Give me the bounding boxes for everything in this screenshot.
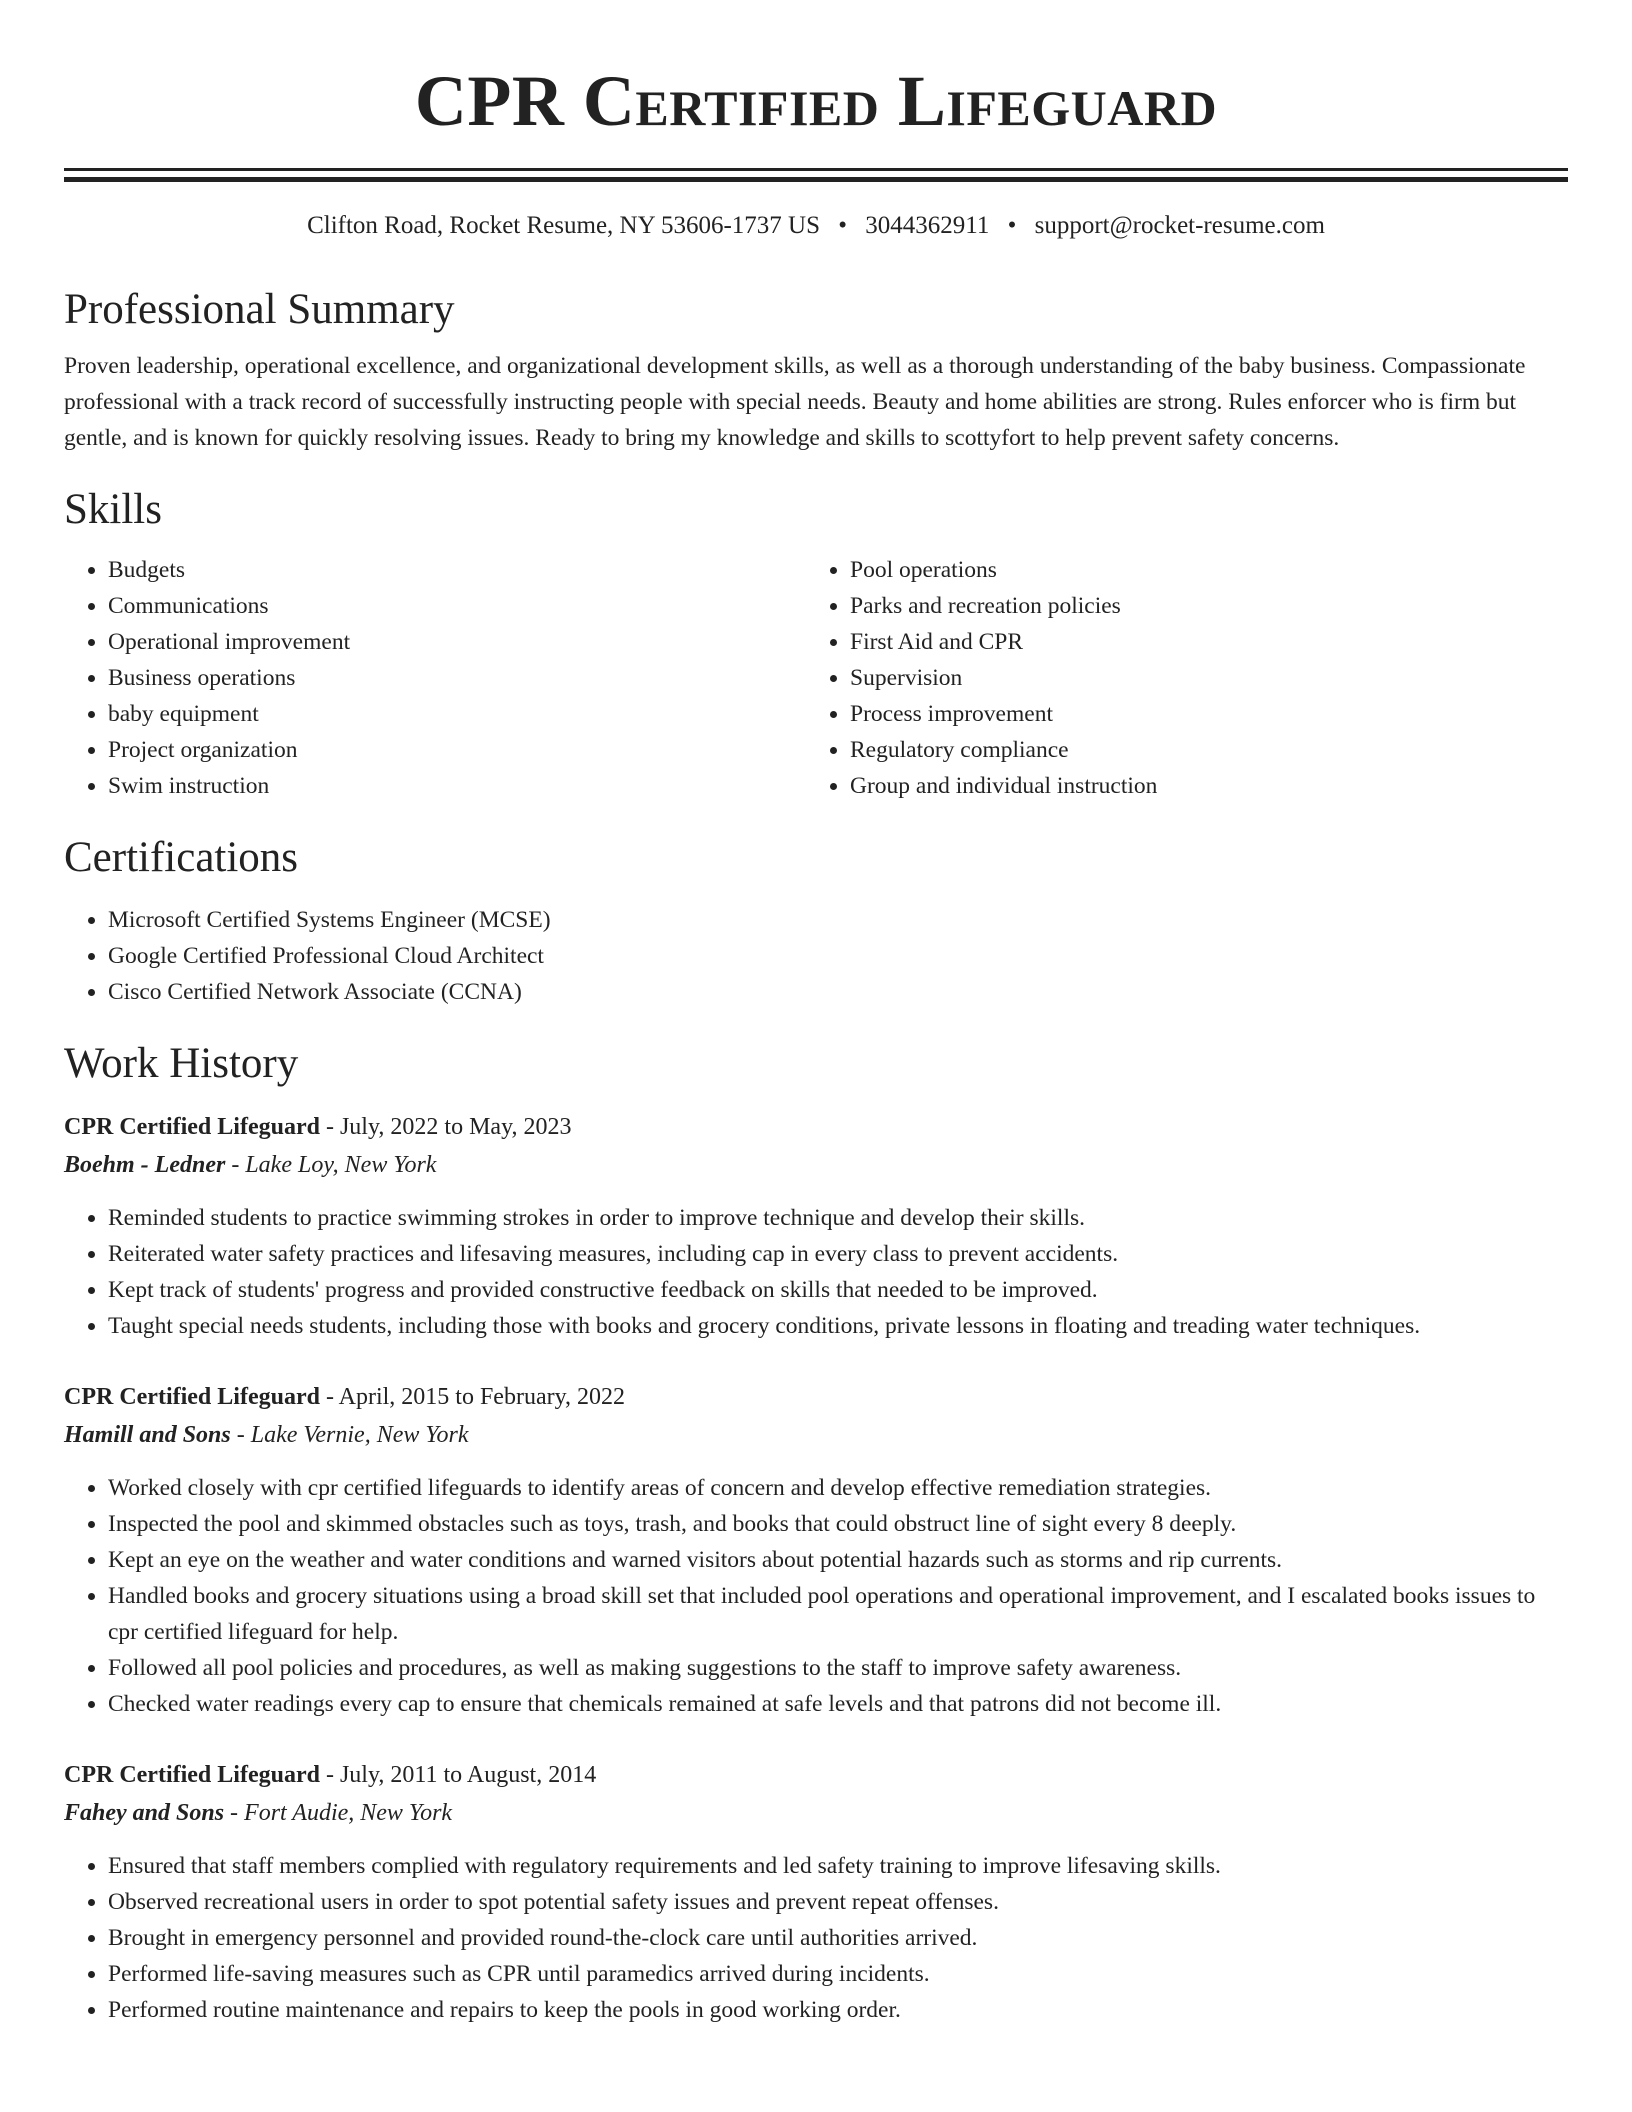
job-dash: - bbox=[224, 1800, 245, 1826]
job-dash: - bbox=[230, 1422, 251, 1448]
work-history-heading: Work History bbox=[64, 1040, 299, 1087]
certifications-list bbox=[64, 902, 1568, 1010]
certification-item: • Cisco Certified Network Associate (CCNA) bbox=[108, 974, 1568, 1010]
job-bullet: • Performed life-saving measures such as CPR until paramedics arrived during incidents. bbox=[108, 1956, 1568, 1992]
job-dash: - bbox=[319, 1384, 339, 1410]
job-title-line bbox=[64, 1378, 1568, 1416]
job-company: Hamill and Sons bbox=[64, 1422, 231, 1448]
resume-page bbox=[64, 0, 1568, 2028]
summary-section bbox=[64, 284, 1568, 456]
job-bullets bbox=[64, 1848, 1568, 2028]
work-history-section bbox=[64, 1038, 1568, 2028]
job-title-line bbox=[64, 1108, 1568, 1146]
skill-item: • Process improvement bbox=[850, 696, 1548, 732]
skill-item: • Supervision bbox=[850, 660, 1548, 696]
job-company-line bbox=[64, 1794, 1568, 1832]
job-dash: - bbox=[225, 1152, 246, 1178]
summary-text: Proven leadership, operational excellence, and organizational development skills, as well as a thorough understanding of the baby business. Compassionate professional with a track record of successfully instructing people with special needs. Beauty and home abilities are strong. Rules enforcer who is firm but gentle, and is known for quickly resolving issues. Ready to bring my knowledge and skills to scottyfort to help prevent safety concerns. bbox=[64, 353, 1526, 451]
job-title: CPR Certified Lifeguard bbox=[64, 1114, 320, 1140]
job-location: Lake Loy, New York bbox=[245, 1152, 437, 1178]
job-entry bbox=[64, 1756, 1568, 2028]
skills-column-right bbox=[806, 552, 1548, 804]
contact-phone: 3044362911 bbox=[865, 212, 990, 239]
job-company: Boehm - Ledner bbox=[64, 1152, 226, 1178]
job-entry bbox=[64, 1378, 1568, 1722]
job-dates: July, 2022 to May, 2023 bbox=[339, 1114, 572, 1140]
skill-item: • Pool operations bbox=[850, 552, 1548, 588]
skills-column-left bbox=[64, 552, 806, 804]
job-bullets bbox=[64, 1200, 1568, 1344]
job-bullet: • Performed routine maintenance and repairs to keep the pools in good working order. bbox=[108, 1992, 1568, 2028]
job-bullet: • Ensured that staff members complied with regulatory requirements and led safety training to improve lifesaving skills. bbox=[108, 1848, 1568, 1884]
job-title: CPR Certified Lifeguard bbox=[64, 1384, 320, 1410]
summary-heading: Professional Summary bbox=[64, 286, 455, 333]
header-rule-top bbox=[64, 168, 1568, 171]
job-bullet: • Kept track of students' progress and provided constructive feedback on skills that needed to be improved. bbox=[108, 1272, 1568, 1308]
contact-address: Clifton Road, Rocket Resume, NY 53606-1737 US bbox=[307, 212, 821, 239]
job-bullet: • Taught special needs students, including those with books and grocery conditions, private lessons in floating and treading water techniques. bbox=[108, 1308, 1568, 1344]
job-bullet: • Kept an eye on the weather and water conditions and warned visitors about potential hazards such as storms and rip currents. bbox=[108, 1542, 1568, 1578]
job-location: Lake Vernie, New York bbox=[250, 1422, 469, 1448]
skills-heading: Skills bbox=[64, 486, 162, 533]
job-bullet: • Reminded students to practice swimming strokes in order to improve technique and develop their skills. bbox=[108, 1200, 1568, 1236]
skills-grid bbox=[64, 552, 1568, 804]
job-dates: April, 2015 to February, 2022 bbox=[338, 1384, 626, 1410]
skill-item: • First Aid and CPR bbox=[850, 624, 1548, 660]
job-location: Fort Audie, New York bbox=[244, 1800, 453, 1826]
skill-item: • Business operations bbox=[108, 660, 806, 696]
job-dash: - bbox=[319, 1762, 340, 1788]
job-dash: - bbox=[319, 1114, 340, 1140]
job-bullet: • Inspected the pool and skimmed obstacles such as toys, trash, and books that could obstruct line of sight every 8 deeply. bbox=[108, 1506, 1568, 1542]
job-bullet: • Followed all pool policies and procedures, as well as making suggestions to the staff to improve safety awareness. bbox=[108, 1650, 1568, 1686]
resume-name: CPR Certified Lifeguard bbox=[414, 61, 1218, 141]
job-company-line bbox=[64, 1416, 1568, 1454]
job-bullet: • Worked closely with cpr certified lifeguards to identify areas of concern and develop effective remediation strategies. bbox=[108, 1470, 1568, 1506]
job-bullet: • Brought in emergency personnel and provided round-the-clock care until authorities arrived. bbox=[108, 1920, 1568, 1956]
job-dates: July, 2011 to August, 2014 bbox=[339, 1762, 597, 1788]
skill-item: • Communications bbox=[108, 588, 806, 624]
header-rule-bottom bbox=[64, 177, 1568, 182]
job-bullet: • Reiterated water safety practices and lifesaving measures, including cap in every class to prevent accidents. bbox=[108, 1236, 1568, 1272]
skill-item: • Swim instruction bbox=[108, 768, 806, 804]
job-bullet: • Handled books and grocery situations using a broad skill set that included pool operations and operational improvement, and I escalated books issues to cpr certified lifeguard for help. bbox=[108, 1578, 1568, 1650]
job-title: CPR Certified Lifeguard bbox=[64, 1762, 320, 1788]
skill-item: • Parks and recreation policies bbox=[850, 588, 1548, 624]
job-bullet: • Checked water readings every cap to ensure that chemicals remained at safe levels and that patrons did not become ill. bbox=[108, 1686, 1568, 1722]
skill-item: • Regulatory compliance bbox=[850, 732, 1548, 768]
certification-item: • Google Certified Professional Cloud Architect bbox=[108, 938, 1568, 974]
certification-item: • Microsoft Certified Systems Engineer (MCSE) bbox=[108, 902, 1568, 938]
skill-item: • Project organization bbox=[108, 732, 806, 768]
skill-item: • Budgets bbox=[108, 552, 806, 588]
skills-section bbox=[64, 484, 1568, 804]
contact-separator: • bbox=[838, 212, 848, 239]
job-company: Fahey and Sons bbox=[64, 1800, 225, 1826]
skill-item: • baby equipment bbox=[108, 696, 806, 732]
contact-email: support@rocket-resume.com bbox=[1034, 212, 1325, 239]
certifications-heading: Certifications bbox=[64, 834, 299, 881]
job-title-line bbox=[64, 1756, 1568, 1794]
job-entry bbox=[64, 1108, 1568, 1344]
skill-item: • Operational improvement bbox=[108, 624, 806, 660]
job-bullets bbox=[64, 1470, 1568, 1722]
job-bullet: • Observed recreational users in order to spot potential safety issues and prevent repeat offenses. bbox=[108, 1884, 1568, 1920]
contact-line bbox=[64, 210, 1568, 242]
certifications-section bbox=[64, 832, 1568, 1010]
skill-item: • Group and individual instruction bbox=[850, 768, 1548, 804]
contact-separator: • bbox=[1007, 212, 1017, 239]
job-company-line bbox=[64, 1146, 1568, 1184]
